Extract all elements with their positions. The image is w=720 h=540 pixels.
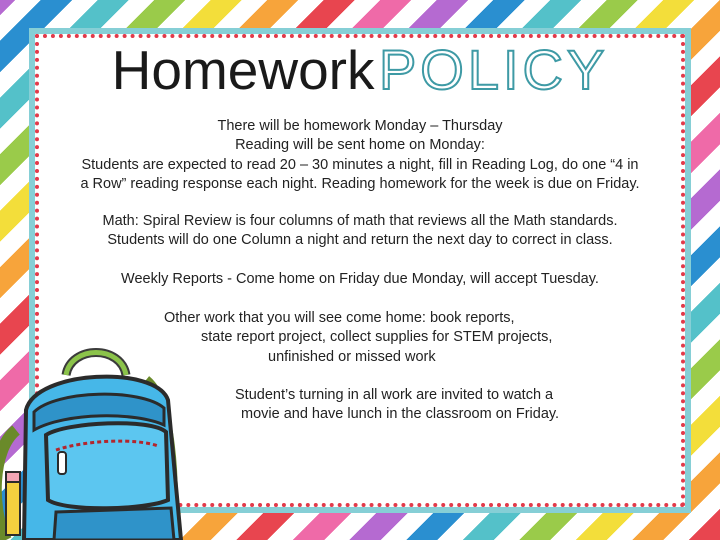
text-line: Students are expected to read 20 – 30 minutes a night, fill in Reading Log, do one “4 in bbox=[81, 156, 639, 173]
text-line: Reading will be sent home on Monday: bbox=[235, 137, 485, 154]
text-line: Student’s turning in all work are invited to watch a bbox=[235, 387, 554, 403]
text-line: Math: Spiral Review is four columns of math that reviews all the Math standards. bbox=[102, 213, 618, 229]
backpack-icon bbox=[0, 340, 196, 540]
text-line: movie and have lunch in the classroom on Friday. bbox=[241, 406, 560, 423]
text-line: a Row” reading response each night. Reading homework for the week is due on Friday. bbox=[80, 175, 640, 192]
math-paragraph bbox=[0, 212, 720, 251]
text-line: Students will do one Column a night and return the next day to correct in class. bbox=[107, 232, 613, 249]
weekly-reports-paragraph bbox=[0, 270, 720, 289]
text-line: Other work that you will see come home: book reports, bbox=[164, 310, 515, 326]
title-policy: POLICY bbox=[378, 38, 609, 101]
text-line: state report project, collect supplies for STEM projects, bbox=[201, 329, 553, 346]
text-line: Weekly Reports - Come home on Friday due Monday, will accept Tuesday. bbox=[121, 271, 599, 287]
text-line: unfinished or missed work bbox=[268, 348, 436, 365]
reading-paragraph bbox=[0, 117, 720, 194]
text-line: There will be homework Monday – Thursday bbox=[217, 118, 503, 134]
title-homework: Homework bbox=[111, 39, 375, 101]
page-title bbox=[0, 38, 720, 101]
